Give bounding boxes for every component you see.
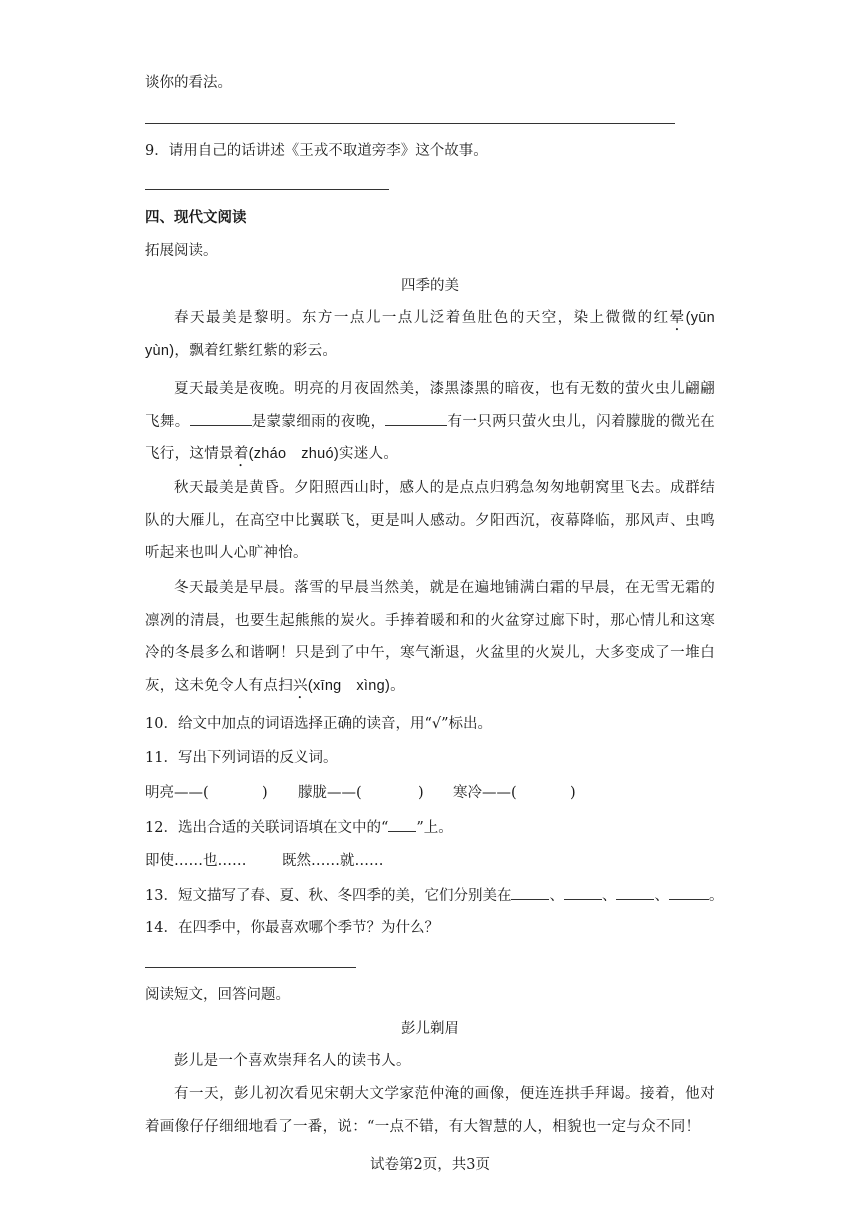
section-intro: 拓展阅读。 <box>145 243 218 259</box>
passage-title: 彭儿剃眉 <box>401 1021 459 1037</box>
continuation-text: 谈你的看法。 <box>145 75 232 91</box>
antonym-close: ) <box>262 785 268 801</box>
dotted-word: 着 <box>233 446 249 462</box>
passage-paragraph-winter: 冬天最美是早晨。落雪的早晨当然美，就是在遍地铺满白霜的早晨，在无雪无霜的凛冽的清晨，也要生起熊熊的炭火。手捧着暖和和的火盆穿过廊下时，那心情儿和这寒冷的冬晨多么和谐啊！只是到了中午，寒气渐退，火盆里的火炭儿，大多变成了一堆白灰，这未免令人有点扫兴(xīng xìng)。 <box>145 580 715 694</box>
dotted-word: 兴 <box>293 677 308 694</box>
passage-paragraph-summer: 夏天最美是夜晚。明亮的月夜固然美，漆黑漆黑的暗夜，也有无数的萤火虫儿翩翩飞舞。 是蒙蒙细雨的夜晚， 有一只两只萤火虫儿，闪着朦胧的微光在飞行，这情景着(zháo zhuó)实迷人。 <box>145 381 715 462</box>
blank-line <box>511 885 549 900</box>
antonym-close: ) <box>418 785 424 801</box>
passage-paragraph: 彭儿是一个喜欢崇拜名人的读书人。 <box>174 1053 411 1069</box>
passage-title: 四季的美 <box>401 278 459 294</box>
antonym-item: 明亮——( <box>145 785 209 801</box>
question-9: 9．请用自己的话讲述《王戎不取道旁李》这个故事。 <box>145 143 488 159</box>
answer-line <box>145 967 356 968</box>
blank-line <box>669 885 709 900</box>
antonym-item: 寒冷——( <box>453 785 517 801</box>
answer-line <box>145 189 389 190</box>
antonym-close: ) <box>570 785 576 801</box>
answer-line <box>145 123 675 124</box>
antonym-item: 朦胧——( <box>298 785 362 801</box>
blank-line <box>385 411 447 426</box>
blank-line <box>388 817 416 832</box>
dotted-word: 晕 <box>669 310 686 326</box>
passage-paragraph-spring: 春天最美是黎明。东方一点儿一点儿泛着鱼肚色的天空，染上微微的红晕(yūn yùn)，飘着红紫红紫的彩云。 <box>145 310 716 359</box>
blank-line <box>616 885 654 900</box>
passage-paragraph-autumn: 秋天最美是黄昏。夕阳照西山时，感人的是点点归鸦急匆匆地朝窝里飞去。成群结队的大雁儿，在高空中比翼联飞，更是叫人感动。夕阳西沉，夜幕降临，那风声、虫鸣听起来也叫人心旷神怡。 <box>145 480 715 561</box>
question-10: 10．给文中加点的词语选择正确的读音，用“√”标出。 <box>145 716 493 732</box>
question-11: 11．写出下列词语的反义词。 <box>145 750 338 766</box>
question-12: 12．选出合适的关联词语填在文中的“ ”上。 <box>145 817 453 838</box>
connective-option: 即使……也…… <box>145 853 247 869</box>
connective-option: 既然……就…… <box>282 853 384 869</box>
blank-line <box>564 885 602 900</box>
reading-intro: 阅读短文，回答问题。 <box>145 987 290 1003</box>
page-footer: 试卷第2页，共3页 <box>370 1157 490 1173</box>
passage-paragraph: 有一天，彭儿初次看见宋朝大文学家范仲淹的画像，便连连拱手拜谒。接着，他对着画像仔仔细细地看了一番，说：“一点不错，有大智慧的人，相貌也一定与众不同！ <box>145 1086 715 1135</box>
question-13: 13．短文描写了春、夏、秋、冬四季的美，它们分别美在 、 、 、 。 <box>145 885 723 906</box>
question-14: 14．在四季中，你最喜欢哪个季节？为什么？ <box>145 920 439 936</box>
section-heading: 四、现代文阅读 <box>145 209 247 226</box>
blank-line <box>190 411 252 426</box>
